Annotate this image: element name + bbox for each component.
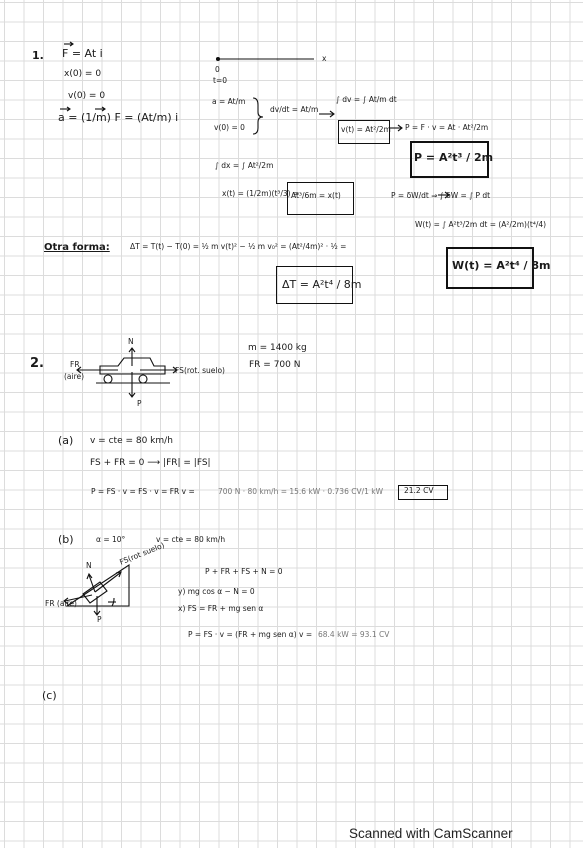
friction-force-label: FS(rot. suelo) [175, 366, 225, 375]
part-b-x-equation: x) FS = FR + mg sen α [178, 604, 264, 613]
part-a-result: 21.2 CV [404, 486, 434, 495]
dv-dt-equation: dv/dt = At/m [270, 105, 319, 114]
part-a-calc: 700 N · 80 km/h = 15.6 kW · 0.736 CV/1 kW [218, 487, 384, 496]
work-integral: W(t) = ∫ A²t³/2m dt = (A²/2m)(t⁴/4) [415, 220, 547, 229]
part-c-label: (c) [42, 689, 57, 702]
part-b-label: (b) [58, 533, 74, 546]
normal-force-label: N [128, 337, 134, 346]
problem-2-number: 2. [30, 356, 44, 371]
kinetic-energy-equation: ΔT = T(t) − T(0) = ½ m v(t)² − ½ m v₀² = (At²/4m)² · ½ = [130, 242, 347, 251]
v0-condition: v(0) = 0 [214, 123, 245, 132]
drag-force-label: FR [70, 360, 80, 369]
power-work-relation: P = δW/dt ⇒ ∫ δW = ∫ P dt [391, 191, 491, 200]
power-result: P = A²t³ / 2m [414, 151, 494, 164]
eq-x0: x(0) = 0 [64, 69, 102, 79]
kinetic-energy-result: ΔT = A²t⁴ / 8m [282, 278, 362, 291]
drag-air-label: (aire) [64, 372, 85, 381]
incline-normal-label: N [86, 561, 92, 570]
axis-x-label: x [322, 54, 327, 63]
integral-x: ∫ dx = ∫ At²/2m [215, 161, 274, 170]
mass-value: m = 1400 kg [248, 343, 307, 353]
problem-1-number: 1. [32, 49, 44, 62]
part-b-y-equation: y) mg cos α − N = 0 [178, 587, 255, 596]
part-b-angle: α = 10° [96, 535, 126, 544]
alt-method-label: Otra forma: [44, 242, 110, 253]
eq-v0: v(0) = 0 [68, 91, 106, 101]
part-a-forces: FS + FR = 0 ⟶ |FR| = |FS| [90, 458, 211, 468]
integral-v: ∫ dv = ∫ At/m dt [336, 95, 397, 104]
xt-equation: x(t) = (1/2m)(t³/3) = [222, 189, 300, 198]
weight-label: P [137, 399, 142, 408]
part-b-equilibrium: P + FR + FS + N = 0 [205, 567, 283, 576]
eq-force: F = At i [62, 47, 103, 60]
drag-value: FR = 700 N [249, 360, 301, 370]
incline-friction-label: FS(rot suelo) [118, 540, 166, 567]
work-result: W(t) = A²t⁴ / 8m [452, 259, 551, 272]
scanner-watermark: Scanned with CamScanner [349, 826, 513, 841]
part-a-label: (a) [58, 434, 74, 447]
xt-result: At³/6m = x(t) [291, 191, 341, 200]
vt-result: v(t) = At²/2m [341, 125, 391, 134]
a-equation: a = At/m [212, 97, 246, 106]
part-a-velocity: v = cte = 80 km/h [90, 436, 173, 446]
part-a-power: P = FS · v = FS · v = FR v = [91, 487, 195, 496]
part-b-velocity: v = cte = 80 km/h [156, 535, 226, 544]
incline-weight-label: P [97, 615, 102, 624]
incline-drag-label: FR (aire) [45, 599, 77, 608]
axis-origin: 0 [215, 65, 220, 74]
eq-accel: a = (1/m) F = (At/m) i [58, 111, 179, 124]
axis-t0: t=0 [213, 76, 227, 85]
part-b-power: P = FS · v = (FR + mg sen α) v = [188, 630, 313, 639]
part-b-result: 68.4 kW = 93.1 CV [318, 630, 390, 639]
power-definition: P = F · v = At · At²/2m [405, 123, 489, 132]
